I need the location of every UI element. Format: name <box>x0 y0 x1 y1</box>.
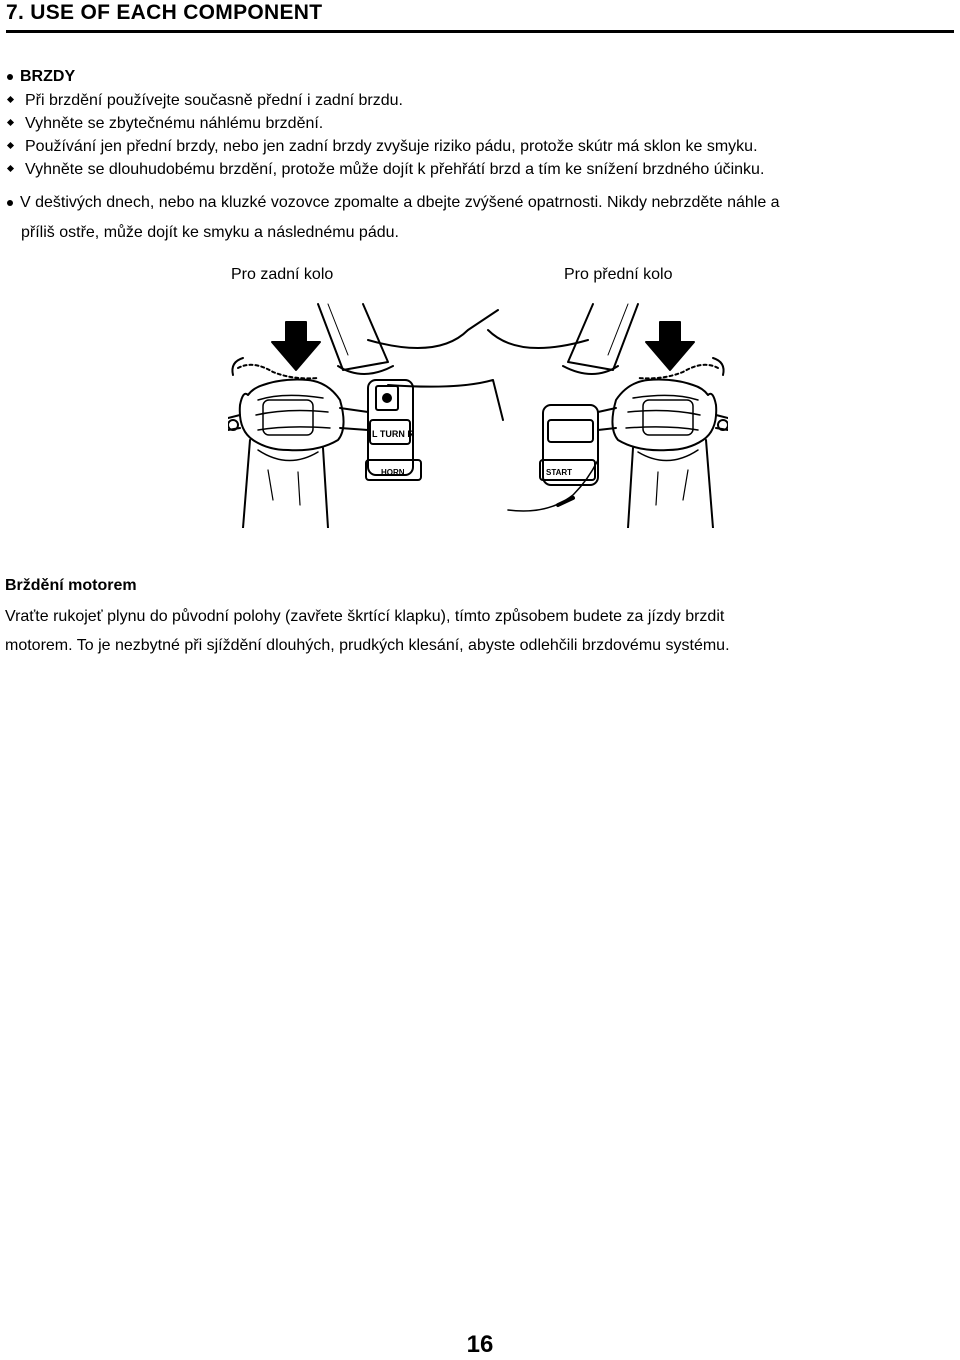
list-item <box>5 158 955 181</box>
wet-road-item <box>5 188 960 248</box>
handlebar-brake-illustration <box>228 300 728 528</box>
wet-road-line-1 <box>5 188 960 218</box>
bullet-dot-icon <box>7 200 13 206</box>
brakes-section-title <box>5 66 75 88</box>
page-header <box>6 0 954 33</box>
engine-braking-paragraph <box>5 602 955 660</box>
list-item-text: Používání jen přední brzdy, nebo jen zadní brzdy zvyšuje riziko pádu, protože skútr má sklon ke smyku. <box>25 138 758 155</box>
start-button-label: START <box>546 468 573 477</box>
caption-front-wheel: Pro přední kolo <box>564 266 673 283</box>
caption-rear-wheel: Pro zadní kolo <box>231 266 334 283</box>
list-item <box>5 135 955 158</box>
diamond-bullet-icon <box>7 119 14 126</box>
page-number: 16 <box>466 1331 494 1358</box>
engine-braking-line-1: Vraťte rukojeť plynu do původní polohy (zavřete škrtící klapku), tímto způsobem budete za jízdy brzdit <box>5 608 725 625</box>
list-item <box>5 89 955 112</box>
wet-road-line-2: příliš ostře, může dojít ke smyku a následnému pádu. <box>21 224 399 241</box>
bullet-dot-icon <box>7 74 13 80</box>
wet-road-text-1: V deštivých dnech, nebo na kluzké vozovce zpomalte a dbejte zvýšené opatrnosti. Nikdy nebrzděte náhle a <box>20 194 780 211</box>
page-title: 7. USE OF EACH COMPONENT <box>6 1 323 24</box>
list-item-text: Vyhněte se zbytečnému náhlému brzdění. <box>25 115 324 132</box>
diamond-bullet-icon <box>7 165 14 172</box>
right-down-arrow-icon <box>646 322 694 370</box>
list-item-text: Při brzdění používejte současně přední i zadní brzdu. <box>25 92 403 109</box>
turn-switch-label: L TURN R <box>372 429 414 439</box>
diamond-bullet-icon <box>7 142 14 149</box>
left-down-arrow-icon <box>272 322 320 370</box>
engine-braking-line-2: motorem. To je nezbytné při sjíždění dlouhých, prudkých klesání, abyste odlehčili brzdovému systému. <box>5 637 730 654</box>
horn-button-label: HORN <box>381 468 405 477</box>
brakes-list <box>5 89 955 181</box>
diamond-bullet-icon <box>7 96 14 103</box>
list-item <box>5 112 955 135</box>
list-item-text: Vyhněte se dlouhudobému brzdění, protože může dojít k přehřátí brzd a tím ke snížení brzdného účinku. <box>25 161 765 178</box>
brakes-title-text: BRZDY <box>20 68 76 85</box>
engine-braking-title: Brždění motorem <box>5 577 137 594</box>
